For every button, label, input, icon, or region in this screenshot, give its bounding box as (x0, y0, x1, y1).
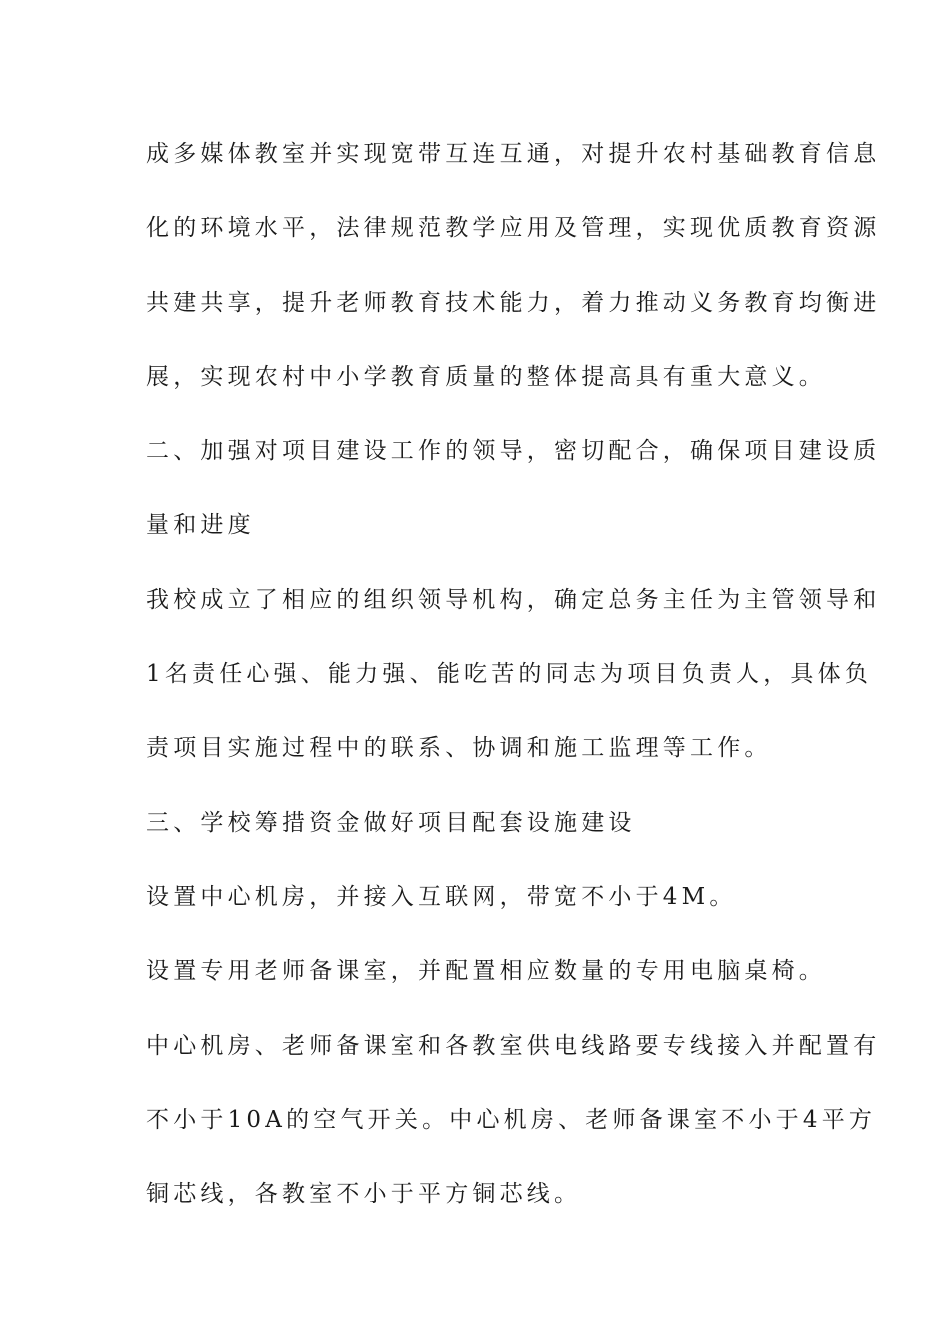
text-line: 责项目实施过程中的联系、协调和施工监理等工作。 (146, 735, 772, 762)
section-heading-3: 三、学校筹措资金做好项目配套设施建设 (146, 809, 636, 836)
text-line: 铜芯线，各教室不小于平方铜芯线。 (146, 1181, 582, 1208)
text-line: 成多媒体教室并实现宽带互连互通，对提升农村基础教育信息 (146, 141, 881, 167)
text-line: 我校成立了相应的组织领导机构，确定总务主任为主管领导和 (146, 586, 881, 613)
text-line: 设置中心机房，并接入互联网，带宽不小于4M。 (146, 883, 737, 910)
document-body (146, 128, 881, 1242)
text-line: 设置专用老师备课室，并配置相应数量的专用电脑桌椅。 (146, 958, 826, 985)
section-heading-2: 二、加强对项目建设工作的领导，密切配合，确保项目建设质 (146, 438, 881, 465)
text-line: 1名责任心强、能力强、能吃苦的同志为项目负责人，具体负 (146, 661, 873, 688)
text-line: 化的环境水平，法律规范教学应用及管理，实现优质教育资源 (146, 215, 881, 242)
text-line: 展，实现农村中小学教育质量的整体提高具有重大意义。 (146, 363, 826, 390)
text-line: 共建共享，提升老师教育技术能力，着力推动义务教育均衡进 (146, 289, 881, 316)
section-heading-2-continued: 量和进度 (146, 512, 255, 539)
text-line: 中心机房、老师备课室和各教室供电线路要专线接入并配置有 (146, 1032, 881, 1059)
text-line: 不小于10A的空气开关。中心机房、老师备课室不小于4平方 (146, 1106, 877, 1133)
